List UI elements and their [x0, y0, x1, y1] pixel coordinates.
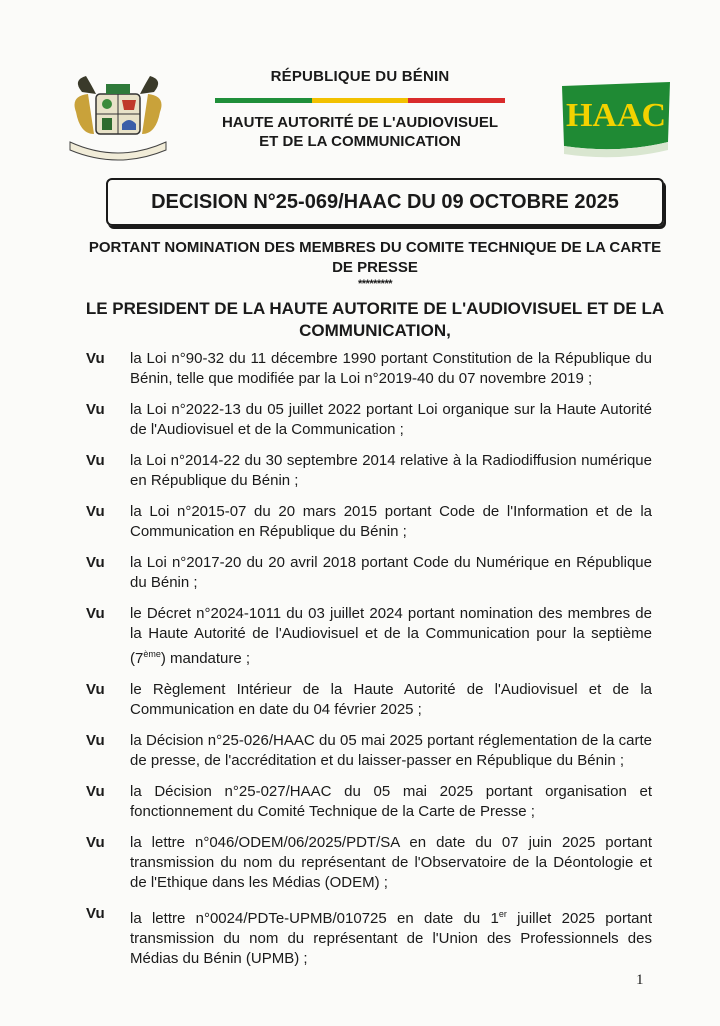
vu-text: [130, 349, 652, 389]
flag-red: [408, 98, 505, 103]
authority-name-line2: ET DE LA COMMUNICATION: [259, 133, 461, 150]
vu-text-main: la Décision n°25-026/HAAC du 05 mai 2025 portant réglementation de la carte de presse, de l'accréditation et du laisser-passer en République du Bénin ;: [130, 732, 652, 769]
vu-text-main: la Loi n°2014-22 du 30 septembre 2014 relative à la Radiodiffusion numérique en République du Bénin ;: [130, 452, 652, 489]
vu-text: [130, 502, 652, 542]
vu-text-main: la Décision n°25-027/HAAC du 05 mai 2025 portant organisation et fonctionnement du Comité Technique de la Carte de Presse ;: [130, 783, 652, 820]
vu-text-main: la Loi n°90-32 du 11 décembre 1990 portant Constitution de la République du Bénin, telle que modifiée par la Loi n°2019-40 du 07 novembre 2019 ;: [130, 350, 652, 387]
flag-green: [215, 98, 312, 103]
republic-title: RÉPUBLIQUE DU BÉNIN: [270, 68, 450, 85]
vu-label: Vu: [86, 783, 105, 800]
president-line1: LE PRESIDENT DE LA HAUTE AUTORITE DE L'AUDIOVISUEL ET DE LA: [85, 299, 665, 318]
vu-text: [130, 553, 652, 593]
decision-title: DECISION N°25-069/HAAC DU 09 OCTOBRE 2025: [151, 190, 619, 213]
separator-stars: *********: [357, 278, 393, 290]
president-heading: [80, 298, 670, 342]
vu-text-main: la lettre n°046/ODEM/06/2025/PDT/SA en date du 07 juin 2025 portant transmission du nom du représentant de l'Observatoire de la Déontologie et de l'Ethique dans les Médias (ODEM) ;: [130, 834, 652, 891]
vu-item: [86, 349, 652, 389]
vu-label: Vu: [86, 350, 105, 367]
vu-label: Vu: [86, 905, 105, 922]
vu-text: [130, 451, 652, 491]
vu-item: [86, 604, 652, 669]
vu-text-main: le Décret n°2024-1011 du 03 juillet 2024 portant nomination des membres de la Haute Autorité de l'Audiovisuel et de la Communication pour la septième (7: [130, 605, 652, 667]
vu-text-main: la Loi n°2017-20 du 20 avril 2018 portant Code du Numérique en République du Bénin ;: [130, 554, 652, 591]
decision-title-box: [106, 178, 664, 226]
vu-item: [86, 833, 652, 893]
vu-item: [86, 451, 652, 491]
flag-color-bar: [215, 98, 505, 103]
vu-text-main: la Loi n°2015-07 du 20 mars 2015 portant Code de l'Information et de la Communication en République du Bénin ;: [130, 503, 652, 540]
vu-label: Vu: [86, 503, 105, 520]
vu-label: Vu: [86, 452, 105, 469]
vu-item: [86, 680, 652, 720]
vu-text-superscript: er: [498, 909, 507, 919]
flag-yellow: [312, 98, 409, 103]
vu-list: [86, 349, 652, 980]
vu-item: [86, 731, 652, 771]
header-center: [210, 66, 510, 151]
vu-item: [86, 502, 652, 542]
coat-of-arms-emblem: [62, 72, 174, 164]
subject-line1: PORTANT NOMINATION DES MEMBRES DU COMITE TECHNIQUE DE LA CARTE: [88, 239, 662, 256]
haac-logo: [558, 80, 674, 158]
vu-text-tail: ) mandature ;: [160, 650, 251, 667]
vu-label: Vu: [86, 681, 105, 698]
vu-text-main: la lettre n°0024/PDTe-UPMB/010725 en date du 1: [130, 910, 499, 927]
vu-label: Vu: [86, 401, 105, 418]
vu-label: Vu: [86, 554, 105, 571]
authority-name-line1: HAUTE AUTORITÉ DE L'AUDIOVISUEL: [221, 114, 499, 131]
president-line2: COMMUNICATION,: [299, 321, 451, 340]
vu-text: [130, 782, 652, 822]
vu-text-superscript: ème: [143, 649, 161, 659]
vu-text-tail: juillet 2025 portant transmission du nom du représentant de l'Union des Professionnels des Médias du Bénin (UPMB) ;: [130, 910, 652, 967]
vu-label: Vu: [86, 732, 105, 749]
vu-item: [86, 782, 652, 822]
vu-label: Vu: [86, 605, 105, 622]
vu-text: [130, 904, 652, 969]
vu-item: [86, 904, 652, 969]
vu-text-main: le Règlement Intérieur de la Haute Autorité de l'Audiovisuel et de la Communication en date du 04 février 2025 ;: [130, 681, 652, 718]
vu-text: [130, 680, 652, 720]
vu-item: [86, 400, 652, 440]
decision-subject: [80, 238, 670, 278]
vu-text-main: la Loi n°2022-13 du 05 juillet 2022 portant Loi organique sur la Haute Autorité de l'Audiovisuel et de la Communication ;: [130, 401, 652, 438]
vu-text: [130, 833, 652, 893]
vu-label: Vu: [86, 834, 105, 851]
vu-text: [130, 400, 652, 440]
subject-line2: DE PRESSE: [332, 259, 418, 276]
vu-text: [130, 731, 652, 771]
vu-item: [86, 553, 652, 593]
page-number: 1: [636, 972, 644, 988]
svg-text:HAAC: HAAC: [565, 97, 667, 134]
vu-text: [130, 604, 652, 669]
